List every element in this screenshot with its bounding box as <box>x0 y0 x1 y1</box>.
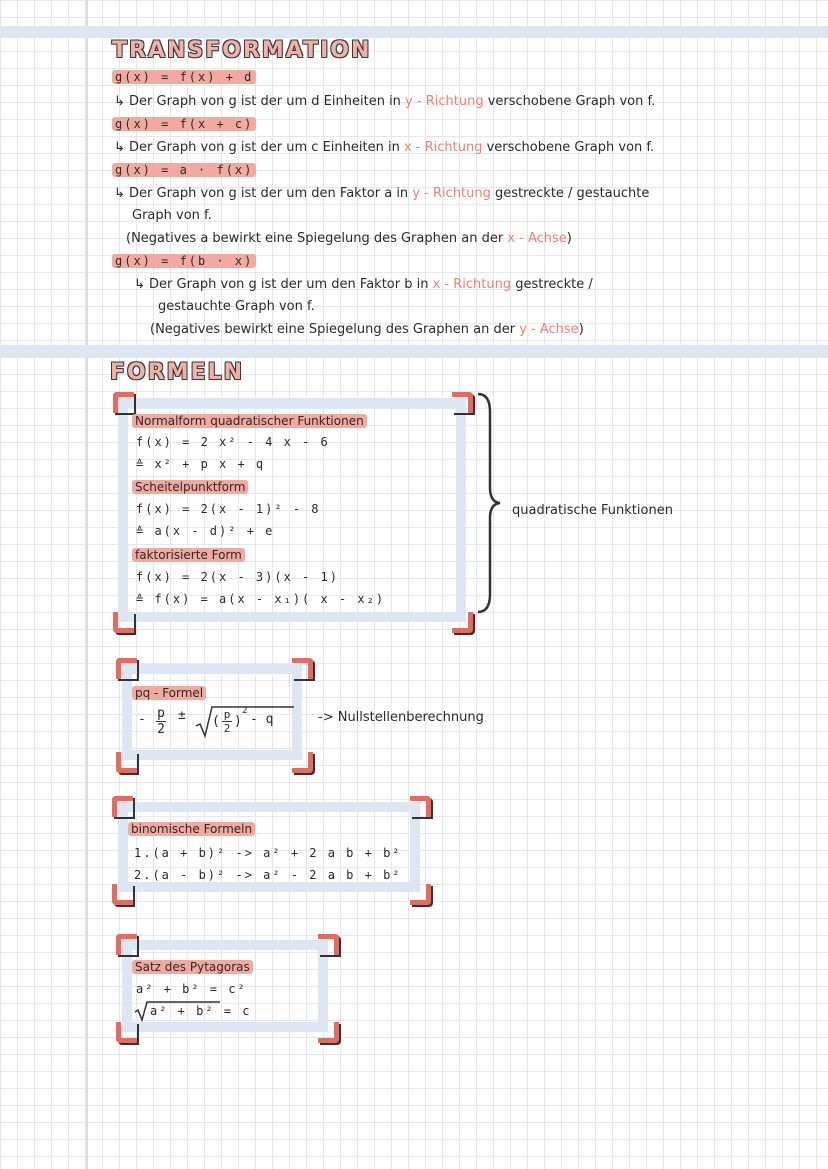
scheitelform-example: f(x) = 2(x - 1)² - 8 <box>136 502 321 516</box>
notes-page: TRANSFORMATION g(x) = f(x) + d ↳ Der Graph von g ist der um d Einheiten in y - Richtung verschobene Graph von f. g(x) = f(x + c) ↳ Der Graph von g ist der um c Einheiten in x - Richtung verschobene Graph von f. g(x) = a · f(x) ↳ Der Graph von g ist der um den Faktor a in y - Richtung gestreckte / gestauchte Graph von f. (Negatives a bewirkt eine Spiegelung des Graphen an der x - Achse) g(x) = f(b · x) ↳ Der Graph von g ist der um den Faktor b in x - Richtung gestreckte / gestauchte Graph von f. (Negatives bewirkt eine Spiegelung des Graphen an der y - Achse) FORMELN Normalform quadratischer Funktionen f(x) = 2 x² - 4 x - 6 ≙ x² + p x + q Scheitelpunktform f(x) = 2(x - 1)² - 8 ≙ a(x - d)² + e faktorisierte Form f(x) = 2(x - 3)(x - 1) ≙ f(x) = a(x - x₁)( x - x₂) quadratische Funktionen pq - Formel - p 2 ± ( p 2 ) 2 - q -> Nullstellenberechnung binomische Formeln 1.(a + b)² -> a² + 2 a b + b² 2.(a - b)² -> a² - 2 a b + b² Satz des Pytagoras a² + b² = c² a² + b² = c <box>0 0 828 1169</box>
formeln-title: FORMELN <box>110 360 245 385</box>
corner-bracket <box>116 1022 137 1043</box>
margin-line <box>86 0 88 1169</box>
normalform-example: f(x) = 2 x² - 4 x - 6 <box>136 435 330 449</box>
desc-1: ↳ Der Graph von g ist der um d Einheiten in y - Richtung verschobene Graph von f. <box>114 94 656 109</box>
pq-title: pq - Formel <box>132 686 206 700</box>
corner-bracket <box>292 752 313 773</box>
transformation-title: TRANSFORMATION <box>112 38 372 63</box>
formula-3: g(x) = a · f(x) <box>112 163 256 177</box>
pyth-formula-1: a² + b² = c² <box>136 982 247 996</box>
formula-2: g(x) = f(x + c) <box>112 117 256 131</box>
faktorform-example: f(x) = 2(x - 3)(x - 1) <box>136 570 339 584</box>
pq-arrow-label: -> Nullstellenberechnung <box>318 710 484 725</box>
note-3: (Negatives a bewirkt eine Spiegelung des Graphen an der x - Achse) <box>126 231 572 246</box>
curly-brace <box>474 392 504 614</box>
normalform-general: ≙ x² + p x + q <box>136 457 266 471</box>
formula-4: g(x) = f(b · x) <box>112 254 256 268</box>
formula-1: g(x) = f(x) + d <box>112 70 256 84</box>
normalform-title: Normalform quadratischer Funktionen <box>132 414 367 428</box>
note-4: (Negatives bewirkt eine Spiegelung des Graphen an der y - Achse) <box>150 322 584 337</box>
scheitelform-title: Scheitelpunktform <box>132 480 248 494</box>
section-band-top <box>0 26 828 38</box>
desc-4-line2: gestauchte Graph von f. <box>158 299 315 314</box>
corner-bracket <box>113 612 134 633</box>
scheitelform-general: ≙ a(x - d)² + e <box>136 524 275 538</box>
corner-bracket <box>410 884 431 905</box>
corner-bracket <box>318 934 339 955</box>
corner-bracket <box>112 884 133 905</box>
binom-formula-2: 2.(a - b)² -> a² - 2 a b + b² <box>134 868 402 882</box>
pyth-title: Satz des Pytagoras <box>132 960 253 974</box>
desc-2: ↳ Der Graph von g ist der um c Einheiten in x - Richtung verschobene Graph von f. <box>114 140 655 155</box>
corner-bracket <box>112 796 133 817</box>
corner-bracket <box>113 392 134 413</box>
corner-bracket <box>116 752 137 773</box>
corner-bracket <box>410 796 431 817</box>
binom-title: binomische Formeln <box>128 822 255 836</box>
section-band-middle <box>0 345 828 357</box>
corner-bracket <box>452 612 473 633</box>
corner-bracket <box>116 934 137 955</box>
brace-label: quadratische Funktionen <box>512 503 673 518</box>
corner-bracket <box>116 658 137 679</box>
desc-3-line2: Graph von f. <box>132 208 212 223</box>
faktorform-title: faktorisierte Form <box>132 548 245 562</box>
desc-3: ↳ Der Graph von g ist der um den Faktor a in y - Richtung gestreckte / gestauchte <box>114 186 650 201</box>
corner-bracket <box>318 1022 339 1043</box>
corner-bracket <box>292 658 313 679</box>
corner-bracket <box>452 392 473 413</box>
faktorform-general: ≙ f(x) = a(x - x₁)( x - x₂) <box>136 592 386 606</box>
binom-formula-1: 1.(a + b)² -> a² + 2 a b + b² <box>134 846 402 860</box>
desc-4: ↳ Der Graph von g ist der um den Faktor b in x - Richtung gestreckte / <box>134 277 593 292</box>
